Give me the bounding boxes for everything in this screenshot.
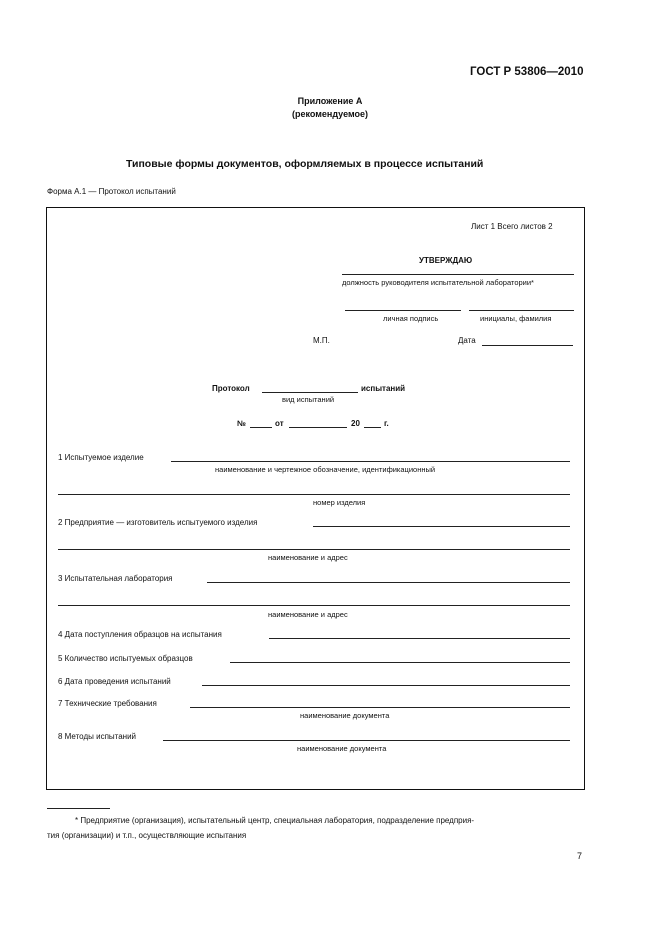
item-6-line: [202, 685, 570, 686]
approve-label: УТВЕРЖДАЮ: [419, 256, 473, 265]
item-2-hint: наименование и адрес: [268, 553, 348, 562]
name-line: [469, 310, 574, 311]
item-3-label: 3 Испытательная лаборатория: [58, 574, 173, 583]
item-6-label: 6 Дата проведения испытаний: [58, 677, 171, 686]
item-7-label: 7 Технические требования: [58, 699, 157, 708]
item-8-label: 8 Методы испытаний: [58, 732, 137, 741]
item-5-line: [230, 662, 570, 663]
item-2-line-2: [58, 549, 570, 550]
standard-number: ГОСТ Р 53806—2010: [470, 66, 584, 78]
item-8-line: [163, 740, 570, 741]
date-from-line: [289, 427, 347, 428]
item-1-hint-2: номер изделия: [313, 498, 366, 507]
page-number: 7: [577, 851, 583, 861]
sheet-info: Лист 1 Всего листов 2: [471, 222, 553, 231]
item-1-label: 1 Испытуемое изделие: [58, 453, 144, 462]
year-prefix: 20: [351, 419, 360, 428]
item-1-hint: наименование и чертежное обозначение, идентификационный: [215, 465, 436, 474]
test-kind-line: [262, 392, 358, 393]
item-2-line: [313, 526, 570, 527]
date-label: Дата: [458, 336, 476, 345]
from-label: от: [275, 419, 284, 428]
signature-hint: личная подпись: [383, 314, 439, 323]
year-line: [364, 427, 381, 428]
date-line: [482, 345, 573, 346]
item-8-hint: наименование документа: [297, 744, 387, 753]
item-3-hint: наименование и адрес: [268, 610, 348, 619]
item-4-label: 4 Дата поступления образцов на испытания: [58, 630, 222, 639]
number-line: [250, 427, 272, 428]
annex-status: (рекомендуемое): [292, 109, 368, 119]
footnote-line-1: * Предприятие (организация), испытательный центр, специальная лаборатория, подразделение предприя-: [75, 816, 475, 825]
year-suffix: г.: [384, 419, 389, 428]
number-label: №: [237, 419, 246, 428]
tests-word: испытаний: [361, 384, 406, 393]
form-caption: Форма А.1 — Протокол испытаний: [47, 187, 176, 196]
footnote-line-2: тия (организации) и т.п., осуществляющие испытания: [47, 831, 247, 840]
item-4-line: [269, 638, 570, 639]
head-position-hint: должность руководителя испытательной лаборатории*: [342, 278, 534, 287]
section-heading: Типовые формы документов, оформляемых в процессе испытаний: [126, 158, 484, 170]
item-3-line-2: [58, 605, 570, 606]
item-3-line: [207, 582, 570, 583]
test-kind-hint: вид испытаний: [282, 395, 335, 404]
annex-title: Приложение А: [297, 96, 363, 106]
footnote-separator: [47, 808, 110, 809]
item-1-line: [171, 461, 570, 462]
seal-label: М.П.: [313, 336, 330, 345]
item-5-label: 5 Количество испытуемых образцов: [58, 654, 193, 663]
item-7-line: [190, 707, 570, 708]
item-7-hint: наименование документа: [300, 711, 390, 720]
item-1-line-2: [58, 494, 570, 495]
head-position-line: [342, 274, 574, 275]
signature-line: [345, 310, 461, 311]
item-2-label: 2 Предприятие — изготовитель испытуемого изделия: [58, 518, 258, 527]
name-hint: инициалы, фамилия: [480, 314, 552, 323]
protocol-word: Протокол: [212, 384, 250, 393]
